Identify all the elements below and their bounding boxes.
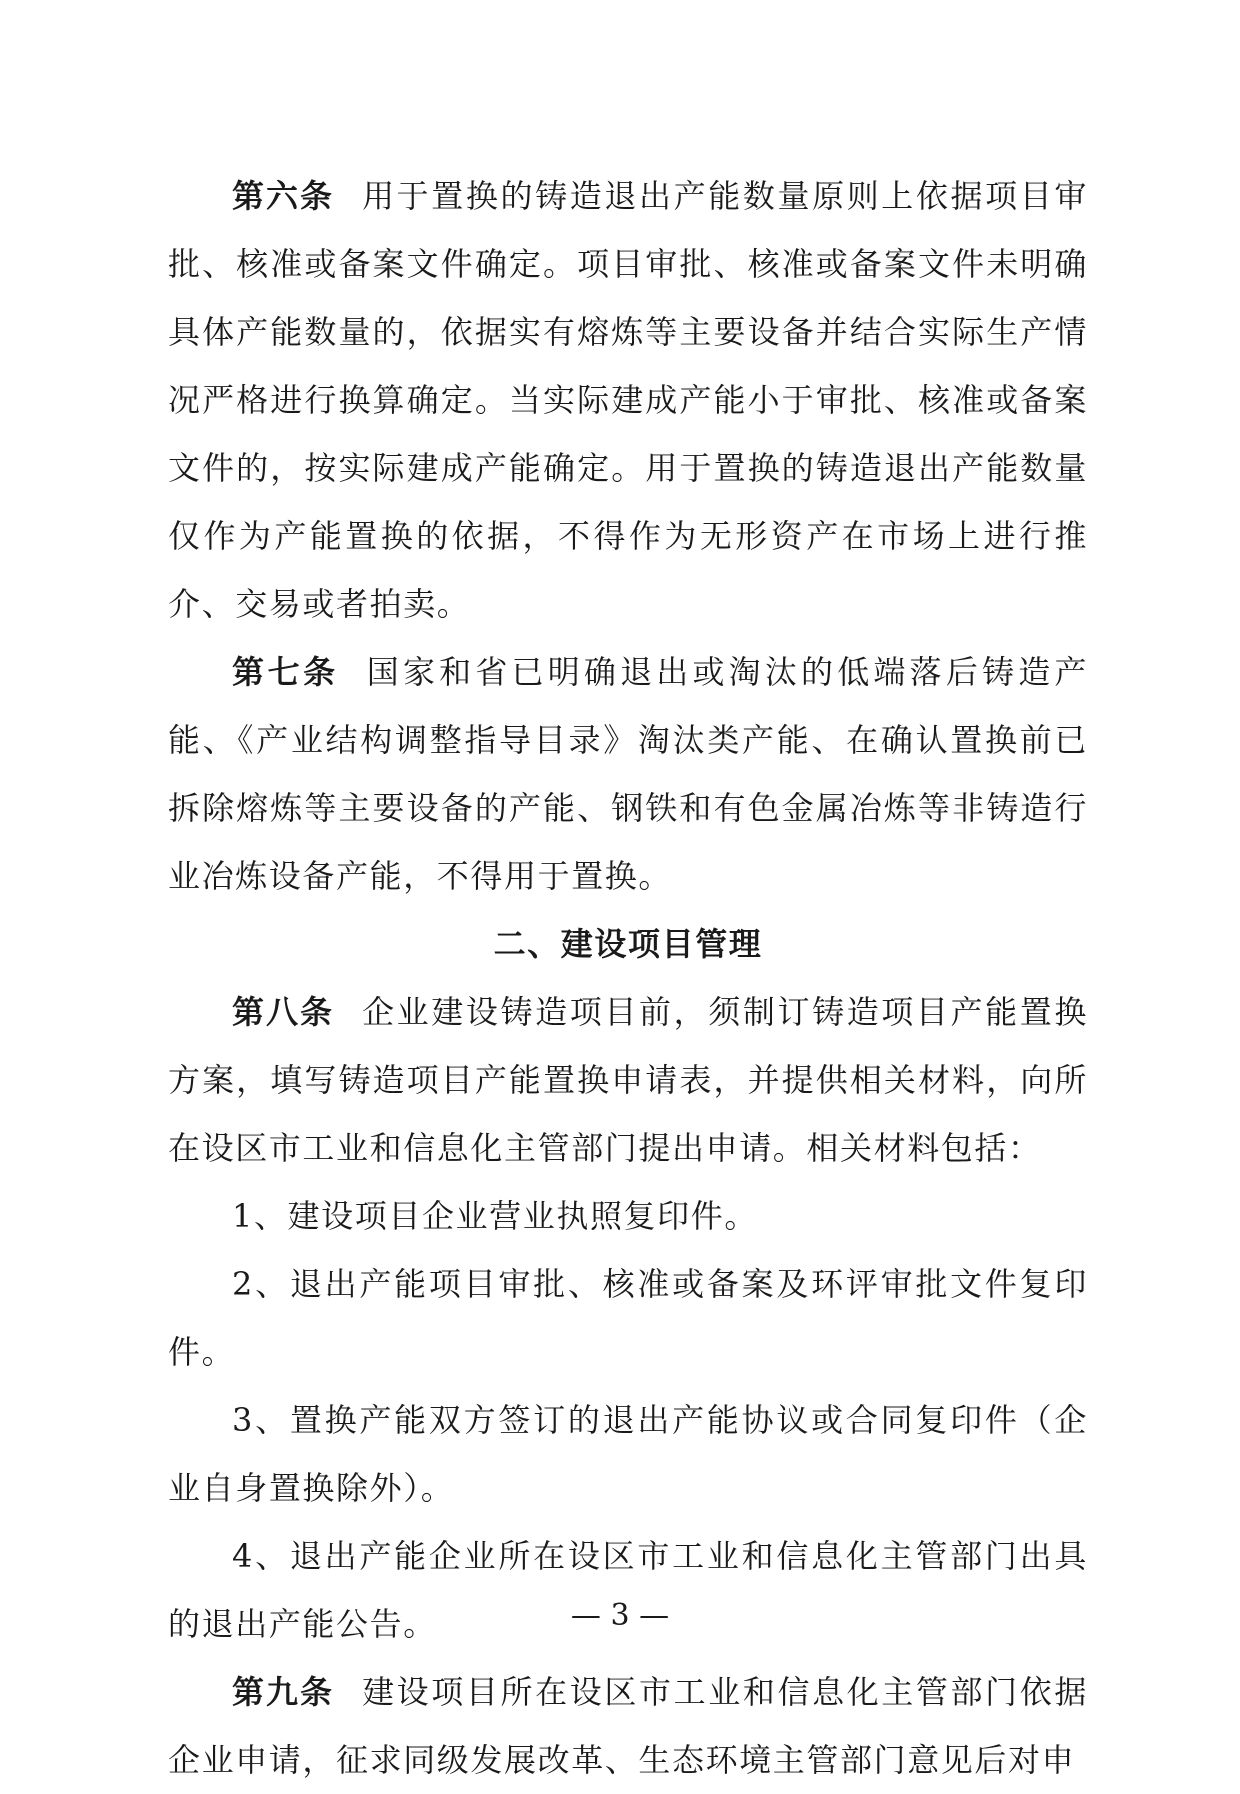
article-8-text: 企业建设铸造项目前，须制订铸造项目产能置换方案，填写铸造项目产能置换申请表，并提供相关材料，向所在设区市工业和信息化主管部门提出申请。相关材料包括：	[168, 993, 1088, 1167]
article-6-label: 第六条	[232, 177, 335, 215]
list-item-3	[168, 1386, 1088, 1522]
list-item-2	[168, 1250, 1088, 1386]
article-6-paragraph	[168, 162, 1088, 638]
page-number: — 3 —	[570, 1598, 670, 1633]
article-7-paragraph	[168, 638, 1088, 910]
list-item-2-text: 2、退出产能项目审批、核准或备案及环评审批文件复印件。	[168, 1265, 1088, 1371]
list-item-4	[168, 1522, 1088, 1658]
article-9-paragraph	[168, 1658, 1088, 1794]
article-8-paragraph	[168, 978, 1088, 1182]
section-heading: 二、建设项目管理	[493, 925, 763, 963]
article-9-text: 建设项目所在设区市工业和信息化主管部门依据企业申请，征求同级发展改革、生态环境主管部门意见后对申	[168, 1673, 1088, 1779]
list-item-1	[168, 1182, 1088, 1250]
article-9-label: 第九条	[232, 1673, 335, 1711]
article-6-text: 用于置换的铸造退出产能数量原则上依据项目审批、核准或备案文件确定。项目审批、核准或备案文件未明确具体产能数量的，依据实有熔炼等主要设备并结合实际生产情况严格进行换算确定。当实际建成产能小于审批、核准或备案文件的，按实际建成产能确定。用于置换的铸造退出产能数量仅作为产能置换的依据，不得作为无形资产在市场上进行推介、交易或者拍卖。	[168, 177, 1088, 623]
list-item-3-text: 3、置换产能双方签订的退出产能协议或合同复印件（企业自身置换除外）。	[168, 1401, 1088, 1507]
list-item-4-text: 4、退出产能企业所在设区市工业和信息化主管部门出具的退出产能公告。	[168, 1537, 1088, 1643]
article-7-text: 国家和省已明确退出或淘汰的低端落后铸造产能、《产业结构调整指导目录》淘汰类产能、在确认置换前已拆除熔炼等主要设备的产能、钢铁和有色金属冶炼等非铸造行业冶炼设备产能，不得用于置换。	[168, 653, 1088, 895]
article-7-label: 第七条	[232, 653, 339, 691]
document-body	[168, 162, 1088, 1794]
article-8-label: 第八条	[232, 993, 335, 1031]
list-item-1-text: 1、建设项目企业营业执照复印件。	[232, 1197, 758, 1235]
